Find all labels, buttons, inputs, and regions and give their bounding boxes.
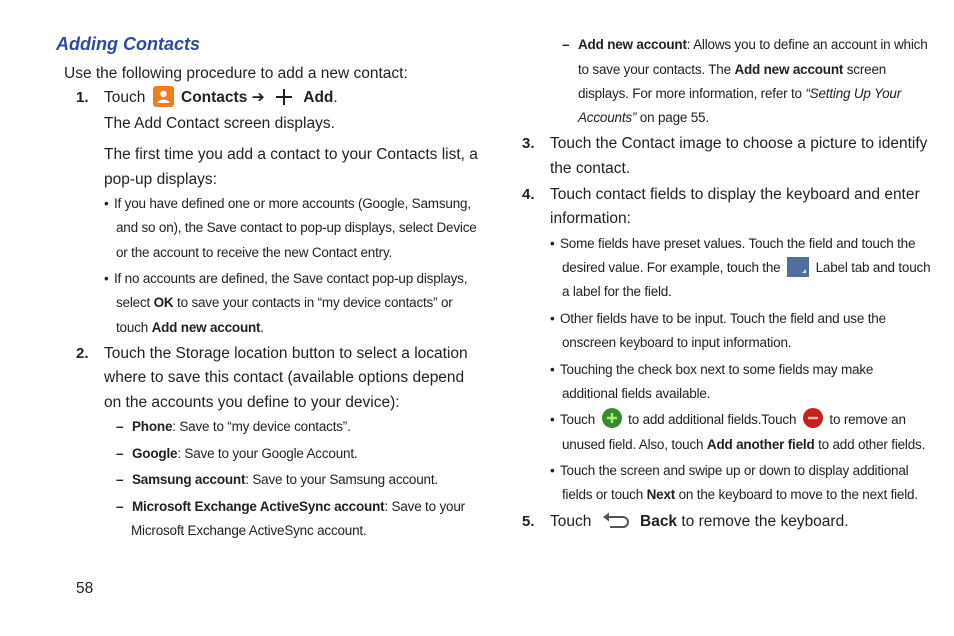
contacts-app-icon <box>153 86 174 107</box>
step-2-line3: on the accounts you define to your device): <box>104 394 400 411</box>
dash: – <box>116 499 124 514</box>
add-field-icon <box>602 408 622 428</box>
add-another-field-label: Add another field <box>706 437 815 452</box>
text: : Save to your Google Account. <box>177 446 358 461</box>
step-1-bullet-2-line2 <box>116 291 453 316</box>
step-1-screen-displays: The Add Contact screen displays. <box>104 115 335 132</box>
step-4-number: 4. <box>522 186 535 203</box>
text: Touch <box>550 513 592 530</box>
option-phone <box>116 415 351 440</box>
text: Some fields have preset values. Touch the field and touch the <box>560 236 916 251</box>
step-4-bullet-2-line2: onscreen keyboard to input information. <box>562 335 792 350</box>
contacts-label: Contacts <box>181 89 248 106</box>
step-4-bullet-5-line1 <box>550 459 908 484</box>
step-1-bullet-1-line1 <box>104 192 471 217</box>
text: to remove an <box>829 412 906 427</box>
add-new-account-line2 <box>578 58 886 83</box>
text: Label tab and touch <box>815 260 931 275</box>
step-4-bullet-4-line2 <box>562 433 925 458</box>
add-new-account-label: Add new account <box>578 37 687 52</box>
step-4-bullet-1-line1 <box>550 232 915 257</box>
dash: – <box>116 419 124 434</box>
add-plus-icon <box>273 86 295 108</box>
dash: – <box>562 37 570 52</box>
option-samsung <box>116 468 438 493</box>
remove-field-icon <box>803 408 823 428</box>
step-3-line2: the contact. <box>550 160 631 177</box>
text: desired value. For example, touch the <box>562 260 781 275</box>
text: to add other fields. <box>814 437 926 452</box>
step-1-bullet-1-line2: and so on), the Save contact to pop-up displays, select Device <box>116 220 477 235</box>
microsoft-label: Microsoft Exchange ActiveSync account <box>132 499 385 514</box>
text: Touch the screen and swipe up or down to display additional <box>560 463 909 478</box>
option-google <box>116 442 357 467</box>
step-4-bullet-1-line3: a label for the field. <box>562 284 672 299</box>
bullet: • <box>550 362 555 377</box>
step-1-first-time-line2: pop-up displays: <box>104 171 217 188</box>
label-tab-icon <box>787 257 809 277</box>
intro-text: Use the following procedure to add a new contact: <box>64 65 408 82</box>
dash: – <box>116 472 124 487</box>
bullet: • <box>550 463 555 478</box>
step-1-touch: Touch <box>104 89 146 106</box>
option-microsoft-line2: Microsoft Exchange ActiveSync account. <box>131 523 367 538</box>
step-1-bullet-2-line1 <box>104 267 467 292</box>
text: Other fields have to be input. Touch the field and use the <box>560 311 886 326</box>
step-3-line1: Touch the Contact image to choose a picture to identify <box>550 135 928 152</box>
step-4-bullet-2-line1 <box>550 307 886 332</box>
text: to save your contacts. The <box>578 62 735 77</box>
bullet: • <box>104 271 109 286</box>
step-4-line1: Touch contact fields to display the keyboard and enter <box>550 186 920 203</box>
step-4-bullet-5-line2 <box>562 483 918 508</box>
step-4-bullet-3-line2: additional fields available. <box>562 386 711 401</box>
text: on page 55. <box>636 110 709 125</box>
phone-label: Phone <box>132 419 173 434</box>
step-3-number: 3. <box>522 135 535 152</box>
add-label: Add <box>303 89 334 106</box>
step-4-bullet-1-line2 <box>562 256 930 281</box>
text: displays. For more information, refer to <box>578 86 806 101</box>
step-2-line1: Touch the Storage location button to select a location <box>104 345 468 362</box>
google-label: Google <box>132 446 178 461</box>
add-new-account-label: Add new account <box>151 320 261 335</box>
text: : Allows you to define an account in which <box>686 37 928 52</box>
step-1-first-time-line1: The first time you add a contact to your Contacts list, a <box>104 146 478 163</box>
text: Touch <box>560 412 596 427</box>
step-5-line <box>550 510 849 535</box>
step-4-line2: information: <box>550 210 631 227</box>
bullet-text: If you have defined one or more accounts (Google, Samsung, <box>114 196 471 211</box>
text: : Save to your <box>384 499 465 514</box>
text: touch <box>116 320 152 335</box>
text: to remove the keyboard. <box>677 513 849 530</box>
text: screen <box>843 62 887 77</box>
bullet: • <box>550 412 555 427</box>
option-add-new-account <box>562 33 928 58</box>
bullet: • <box>104 196 109 211</box>
step-2-number: 2. <box>76 345 89 362</box>
step-4-bullet-3-line1 <box>550 358 873 383</box>
text: . <box>260 320 264 335</box>
samsung-label: Samsung account <box>132 472 246 487</box>
text: : Save to your Samsung account. <box>245 472 438 487</box>
text: to save your contacts in “my device contacts” or <box>173 295 453 310</box>
step-1-number: 1. <box>76 89 89 106</box>
step-1-line <box>104 86 338 111</box>
add-new-account-label: Add new account <box>734 62 844 77</box>
ok-label: OK <box>153 295 174 310</box>
text: to add additional fields.Touch <box>628 412 797 427</box>
step-2-line2: where to save this contact (available options depend <box>104 369 465 386</box>
text: : Save to “my device contacts”. <box>172 419 351 434</box>
cross-reference-link[interactable]: Accounts” <box>578 110 637 125</box>
step-5-number: 5. <box>522 513 535 530</box>
step-4-bullet-4-line1 <box>550 408 906 433</box>
text: on the keyboard to move to the next field. <box>675 487 918 502</box>
cross-reference-link[interactable]: “Setting Up Your <box>805 86 902 101</box>
bullet: • <box>550 311 555 326</box>
section-heading: Adding Contacts <box>56 34 200 54</box>
text: Touching the check box next to some fields may make <box>560 362 874 377</box>
bullet: • <box>550 236 555 251</box>
bullet-text: If no accounts are defined, the Save contact pop-up displays, <box>114 271 468 286</box>
add-new-account-line4 <box>578 106 709 131</box>
step-1-bullet-1-line3: or the account to receive the new Contact entry. <box>116 245 393 260</box>
text: select <box>116 295 154 310</box>
step-1-period: . <box>333 89 338 106</box>
dash: – <box>116 446 124 461</box>
back-label: Back <box>640 513 678 530</box>
next-label: Next <box>646 487 676 502</box>
option-microsoft <box>116 495 465 520</box>
page-number: 58 <box>76 580 94 597</box>
text: fields or touch <box>562 487 647 502</box>
back-icon <box>600 510 632 530</box>
arrow-icon: ➔ <box>251 89 265 106</box>
text: unused field. Also, touch <box>562 437 707 452</box>
step-1-bullet-2-line3 <box>116 316 264 341</box>
add-new-account-line3 <box>578 82 901 107</box>
